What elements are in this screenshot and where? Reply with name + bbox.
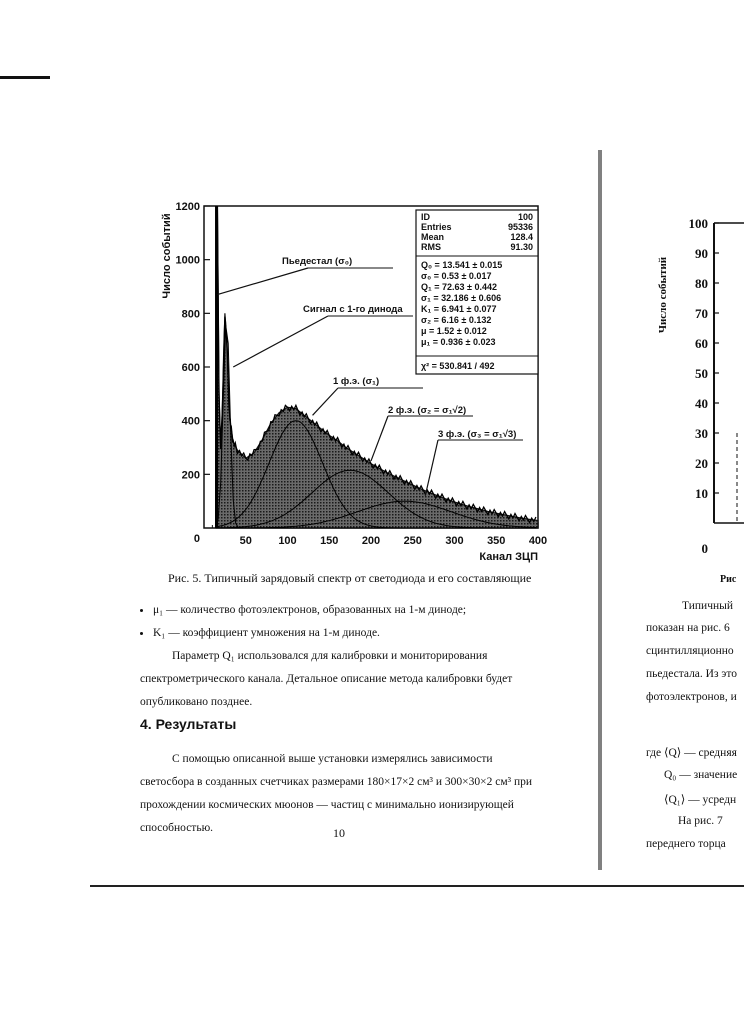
stats-value: 128.4: [510, 232, 533, 242]
y-tick-label: 0: [193, 533, 200, 545]
annotation-leader: [371, 416, 388, 461]
fit-parameter: μ = 1.52 ± 0.012: [421, 326, 487, 336]
right-line: сцинтилляционно: [646, 645, 734, 657]
fit-parameter: σ₁ = 32.186 ± 0.606: [421, 293, 502, 303]
x-tick-label: 200: [361, 535, 381, 547]
fit-parameter: μ₁ = 0.936 ± 0.023: [421, 337, 496, 347]
right-line: Типичный: [682, 600, 734, 612]
pedestal-peak: [215, 206, 218, 528]
section-heading: 4. Результаты: [140, 716, 237, 732]
stats-key: Entries: [421, 222, 452, 232]
paragraph-calibration: [140, 645, 556, 714]
scan-artifact-line: [0, 76, 50, 79]
stats-value: 100: [517, 212, 533, 222]
x-tick-label: 150: [320, 535, 339, 547]
y-axis-title: Число событий: [161, 213, 173, 299]
x-tick-label: 300: [445, 535, 464, 547]
paragraph-line: опубликовано позднее.: [140, 696, 253, 708]
x-tick-label: 400: [528, 535, 548, 547]
bullet-text: μ₁ — количество фотоэлектронов, образованных на 1-м диноде;: [153, 604, 467, 616]
right-line: фотоэлектронов, и: [646, 691, 737, 703]
fit-parameter: K₁ = 6.941 ± 0.077: [421, 304, 497, 314]
stats-value: 91.30: [510, 242, 533, 252]
paragraph-line: способностью.: [140, 822, 214, 834]
right-line: где ⟨Q⟩ — средняя: [646, 747, 737, 759]
annotation-leader: [233, 316, 328, 367]
y-tick-label: 1200: [175, 201, 200, 213]
right-y-tick-label: 40: [695, 396, 708, 411]
right-y-tick-label: 50: [695, 366, 708, 381]
annotation-label: 3 ф.э. (σ₃ = σ₁√3): [438, 429, 517, 440]
x-axis-title: Канал ЗЦП: [479, 551, 538, 563]
bullet-text: K₁ — коэффициент умножения на 1-м диноде.: [153, 627, 380, 639]
stats-box: [416, 210, 538, 374]
right-page-fragment: [600, 0, 744, 1024]
right-line: Q₀ — значение: [664, 769, 738, 781]
annotation-leader: [217, 268, 308, 295]
annotation-label: 1 ф.э. (σ₁): [333, 376, 380, 387]
figure-caption: Рис. 5. Типичный зарядовый спектр от светодиода и его составляющие: [168, 571, 532, 585]
right-line: ⟨Q₁⟩ — усредн: [664, 794, 737, 806]
bullet-dot: [140, 609, 143, 612]
right-y-tick-label: 70: [695, 306, 708, 321]
right-y-tick-label: 100: [688, 216, 708, 231]
x-tick-label: 100: [278, 535, 297, 547]
page-number: 10: [333, 826, 345, 840]
y-tick-label: 200: [181, 469, 200, 482]
paragraph-results: [140, 748, 556, 840]
fit-parameter: σ₂ = 6.16 ± 0.132: [421, 315, 492, 325]
annotation-label: Пьедестал (σ₀): [282, 256, 353, 267]
paragraph-line: спектрометрического канала. Детальное описание метода калибровки будет: [140, 673, 513, 685]
charge-spectrum-chart: [158, 196, 558, 566]
annotation-label: Сигнал с 1-го динода: [303, 304, 403, 315]
bullet-item-mu1: [140, 604, 466, 616]
right-y-tick-label: 20: [695, 456, 708, 471]
right-caption-fragment: Рис: [720, 574, 737, 585]
stats-key: RMS: [421, 242, 441, 252]
right-y-tick-label: 80: [695, 276, 708, 291]
x-tick-label: 50: [239, 535, 252, 547]
fit-parameter: Q₀ = 13.541 ± 0.015: [421, 260, 503, 270]
y-tick-label: 400: [181, 415, 200, 428]
annotation-label: 2 ф.э. (σ₂ = σ₁√2): [388, 405, 467, 416]
x-tick-label: 250: [403, 535, 422, 547]
paragraph-line: светосбора в созданных счетчиках размерами 180×17×2 см³ и 300×30×2 см³ при: [140, 776, 532, 788]
right-y-tick-label: 90: [695, 246, 708, 261]
paragraph-line: С помощью описанной выше установки измерялись зависимости: [172, 753, 493, 765]
right-line: переднего торца: [646, 838, 726, 850]
right-y-tick-label: 30: [695, 426, 708, 441]
stats-key: Mean: [421, 232, 445, 242]
chi2-value: χ² = 530.841 / 492: [421, 361, 495, 371]
annotation-leader: [425, 440, 438, 496]
fit-parameter: Q₁ = 72.63 ± 0.442: [421, 282, 497, 292]
right-y-tick-label: 0: [701, 541, 708, 556]
y-tick-label: 800: [181, 308, 200, 321]
bullet-dot: [140, 632, 143, 635]
right-line: показан на рис. 6: [646, 622, 730, 634]
right-line: пьедестала. Из это: [646, 668, 737, 680]
right-y-tick-label: 60: [695, 336, 708, 351]
paragraph-line: Параметр Q₁ использовался для калибровки и мониторирования: [172, 650, 488, 662]
stats-key: ID: [421, 212, 430, 222]
right-y-tick-label: 10: [695, 486, 708, 501]
y-tick-label: 1000: [175, 254, 200, 267]
x-tick-label: 350: [487, 535, 506, 547]
bullet-item-k1: [140, 627, 380, 639]
right-histogram-chart: [640, 205, 744, 585]
y-tick-label: 600: [181, 362, 200, 374]
right-line: На рис. 7: [678, 815, 723, 827]
paragraph-line: прохождении космических мюонов — частиц с минимально ионизирующей: [140, 799, 514, 811]
annotation-leader: [313, 388, 338, 415]
fit-parameter: σ₀ = 0.53 ± 0.017: [421, 271, 492, 281]
stats-value: 95336: [507, 222, 533, 232]
right-y-axis-title: Число событий: [657, 256, 669, 334]
